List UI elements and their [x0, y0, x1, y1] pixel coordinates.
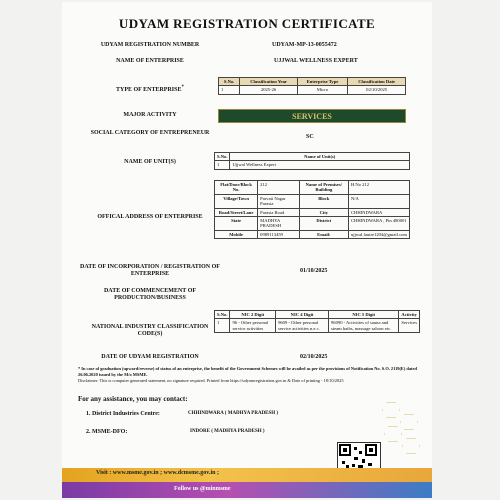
table-header: Classification Date [348, 78, 406, 86]
nic-table: S.No. NIC 2 Digit NIC 4 Digit NIC 5 Digit Activity 1 96 - Other personal service activities 9609 - Other personal service activities n.e.c. 96090 - Activities of sauna and steam baths, massage saloon etc. Services [214, 310, 420, 333]
msme-dfo-label: 2. MSME-DFO: [86, 429, 128, 435]
incorporation-date: 01/10/2025 [300, 268, 328, 274]
msme-dfo-value: INDORE ( MADHYA PRADESH ) [190, 429, 265, 434]
reg-number-label: UDYAM REGISTRATION NUMBER [100, 42, 200, 48]
units-table: S.No. Name of Unit(s) 1 Ujjwal Wellness Expert [214, 152, 410, 170]
enterprise-type-table [218, 77, 406, 95]
udyam-date: 02/10/2025 [300, 354, 328, 360]
table-header: Enterprise Type [297, 78, 347, 86]
disclaimer: Disclaimer: This is computer generated statement, no signature required. Printed from https://udyamregistration.gov.in & Date of printing - 18/10/2025 [78, 378, 344, 383]
dic-label: 1. District Industries Centre: [86, 411, 160, 417]
social-category: SC [306, 134, 314, 140]
enterprise-type-label: TYPE OF ENTERPRISE* [116, 85, 184, 93]
enterprise-name: UJJWAL WELLNESS EXPERT [274, 58, 358, 64]
social-category-label: SOCIAL CATEGORY OF ENTREPRENEUR [90, 130, 210, 136]
major-activity-label: MAJOR ACTIVITY [123, 112, 177, 118]
address-label: OFFICAL ADDRESS OF ENTERPRISE [97, 214, 203, 220]
hex-decoration [382, 402, 400, 418]
table-header: S.No. [219, 78, 240, 86]
udyam-date-label: DATE OF UDYAM REGISTRATION [101, 354, 199, 360]
assistance-heading: For any assistance, you may contact: [78, 395, 188, 403]
hex-decoration [402, 438, 420, 454]
commencement-label: DATE OF COMMENCEMENT OF PRODUCTION/BUSINESS [103, 288, 197, 301]
dic-value: CHHINDWARA ( MADHYA PRADESH ) [188, 411, 279, 416]
address-table: Flat/Door/Block No. 212 Name of Premises/ Building H.No 212 Village/Town Parvati Nagar Parasia Block N/A Road/Street/Lane Parasia Road City CHHINDWARA State MADHYA PRADESH District CHHINDWARA , Pin 480001 Mobile 0989113459 Email: ujjwal.lautre1204@gmail.com [214, 180, 410, 239]
graduation-note: * In case of graduation (upward/reverse) of status of an enterprise, the benefit of the Government Schemes will be availed as per the provisions of Notification No. S.O. 2119(E) dated 26.06.2020 issued by the M/o MSME. [78, 366, 417, 377]
table-row: 1 96 - Other personal service activities 9609 - Other personal service activities n.e.c. 96090 - Activities of sauna and steam baths, massage saloon etc. Services [215, 319, 420, 333]
certificate-sheet [62, 2, 432, 498]
table-header: Classification Year [240, 78, 297, 86]
visit-text: Visit : www.msme.gov.in ; www.dcmsme.gov.in ; [96, 470, 219, 476]
major-activity: SERVICES [218, 109, 406, 123]
footer-banner [62, 468, 432, 498]
reg-number: UDYAM-MP-13-0055472 [272, 42, 337, 48]
unit-name-label: NAME OF UNIT(S) [124, 159, 176, 165]
table-row: 1 2025-26 Micro 02/10/2025 [219, 86, 406, 94]
footer-band [62, 482, 432, 498]
incorporation-label: DATE OF INCORPORATION / REGISTRATION OF ENTERPRISE [80, 264, 220, 277]
nic-label: NATIONAL INDUSTRY CLASSIFICATION CODE(S) [91, 324, 209, 337]
enterprise-name-label: NAME OF ENTERPRISE [116, 58, 184, 64]
certificate-title: UDYAM REGISTRATION CERTIFICATE [118, 16, 376, 31]
table-row: 1 Ujjwal Wellness Expert [215, 161, 410, 169]
follow-text: Follow us @minmsme [174, 486, 231, 492]
hex-decoration [384, 426, 402, 442]
hex-decoration [400, 414, 418, 430]
